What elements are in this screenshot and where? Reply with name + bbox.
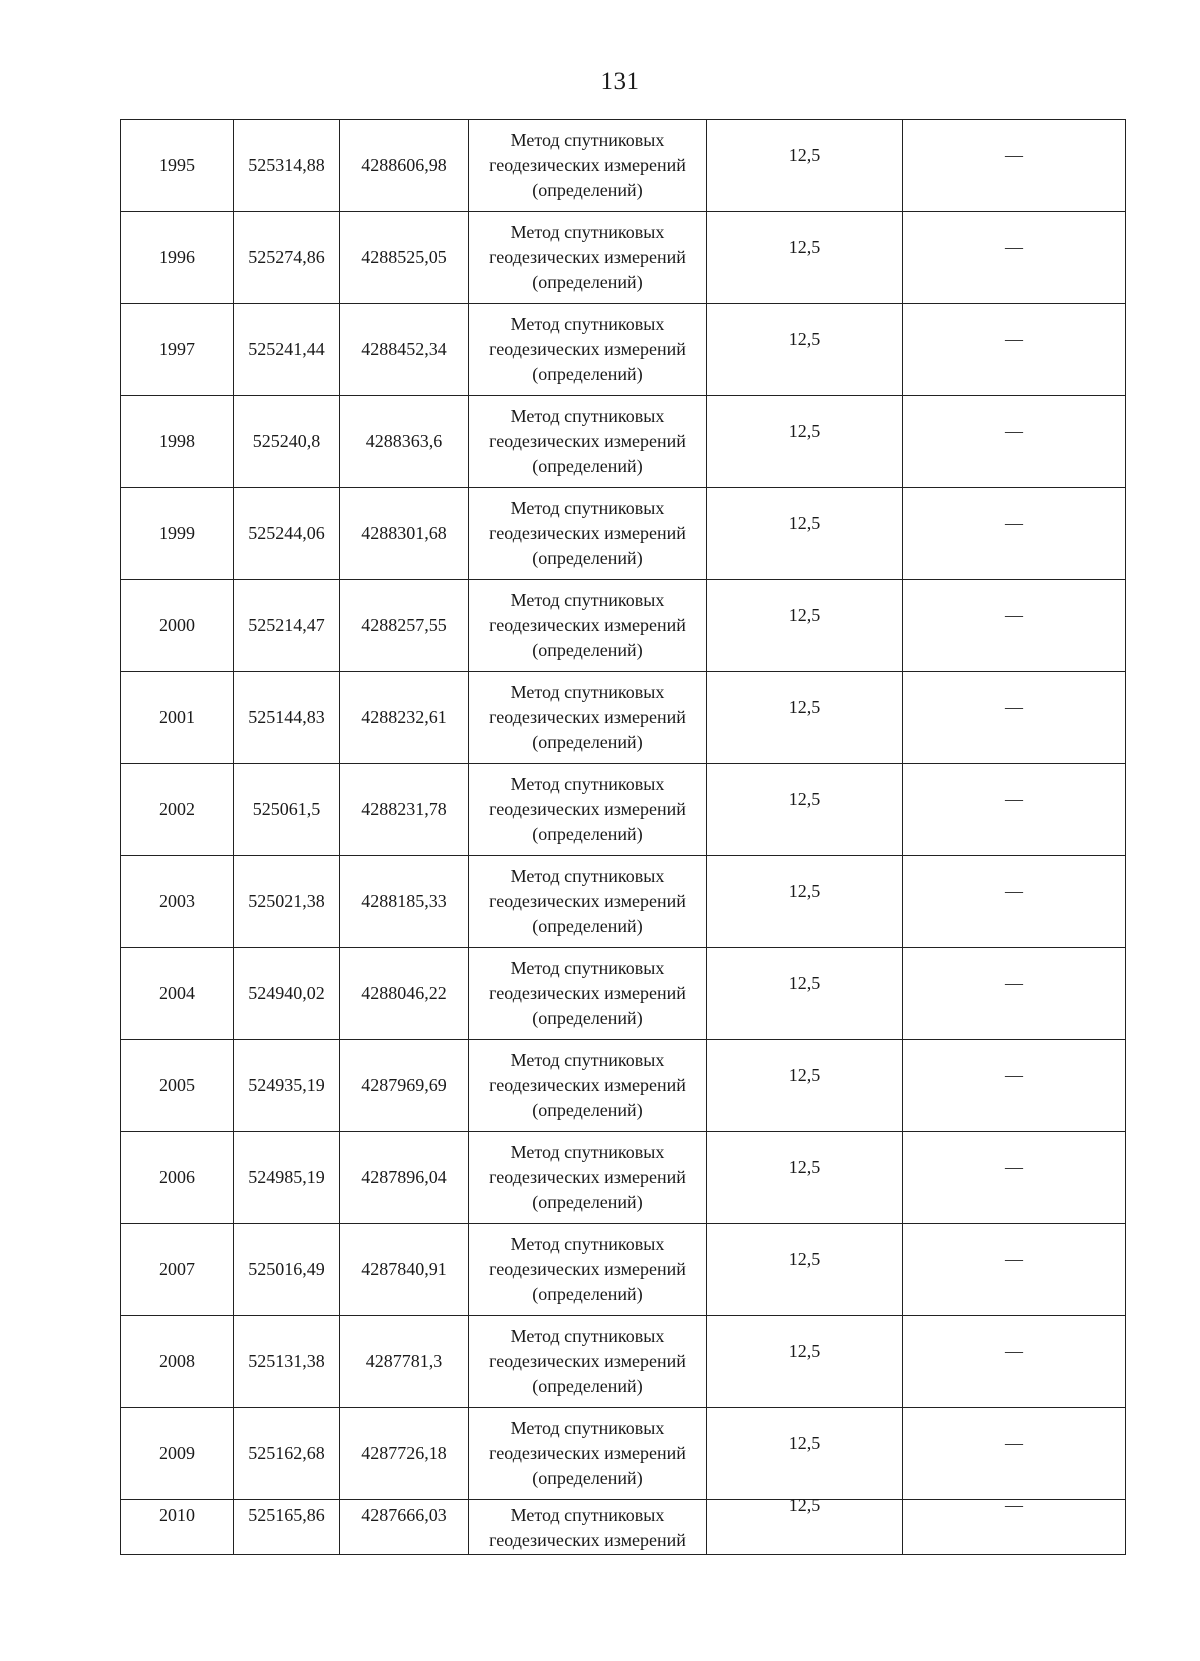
table-row [121, 1224, 1126, 1316]
y-coordinate-cell: 4288185,33 [340, 856, 469, 948]
method-line: геодезических измерений [489, 1530, 686, 1550]
x-coordinate-cell: 525214,47 [234, 580, 340, 672]
method-cell [469, 1224, 707, 1316]
description-cell [903, 1224, 1126, 1316]
description-cell [903, 1316, 1126, 1408]
x-coordinate-cell: 524985,19 [234, 1132, 340, 1224]
method-cell [469, 580, 707, 672]
method-line: геодезических измерений [489, 707, 686, 727]
description-cell [903, 672, 1126, 764]
method-line: Метод спутниковых [510, 866, 665, 886]
accuracy-cell [707, 1408, 903, 1500]
method-line: геодезических измерений [489, 155, 686, 175]
point-number-cell: 2006 [121, 1132, 234, 1224]
method-line: (определений) [532, 916, 643, 936]
method-line: Метод спутниковых [510, 1505, 665, 1525]
table-row [121, 856, 1126, 948]
method-line: Метод спутниковых [510, 590, 665, 610]
description-cell [903, 488, 1126, 580]
method-cell [469, 1040, 707, 1132]
description-dash: — [1005, 513, 1023, 533]
accuracy-cell [707, 948, 903, 1040]
method-cell [469, 396, 707, 488]
accuracy-value: 12,5 [788, 1249, 821, 1269]
accuracy-cell [707, 1316, 903, 1408]
method-line: (определений) [532, 180, 643, 200]
x-coordinate-cell: 525274,86 [234, 212, 340, 304]
y-coordinate-cell: 4288452,34 [340, 304, 469, 396]
method-line: (определений) [532, 364, 643, 384]
description-cell [903, 1408, 1126, 1500]
method-line: Метод спутниковых [510, 406, 665, 426]
description-cell [903, 1495, 1126, 1555]
y-coordinate-cell: 4287840,91 [340, 1224, 469, 1316]
table-row [121, 580, 1126, 672]
point-number-cell: 1997 [121, 304, 234, 396]
accuracy-cell [707, 212, 903, 304]
method-line: (определений) [532, 548, 643, 568]
method-line: геодезических измерений [489, 1443, 686, 1463]
method-line: Метод спутниковых [510, 130, 665, 150]
point-number-cell: 2009 [121, 1408, 234, 1500]
point-number-cell: 1995 [121, 120, 234, 212]
description-dash: — [1005, 1495, 1023, 1515]
accuracy-value: 12,5 [788, 605, 821, 625]
method-line: Метод спутниковых [510, 498, 665, 518]
x-coordinate-cell: 525240,8 [234, 396, 340, 488]
method-line: геодезических измерений [489, 891, 686, 911]
x-coordinate-cell: 524935,19 [234, 1040, 340, 1132]
method-line: Метод спутниковых [510, 1050, 665, 1070]
point-number-cell: 2010 [121, 1500, 234, 1555]
table-body [121, 120, 1126, 1555]
description-cell [903, 1040, 1126, 1132]
point-number-cell: 2008 [121, 1316, 234, 1408]
description-dash: — [1005, 329, 1023, 349]
point-number-cell: 2007 [121, 1224, 234, 1316]
y-coordinate-cell: 4287896,04 [340, 1132, 469, 1224]
method-line: (определений) [532, 1192, 643, 1212]
accuracy-value: 12,5 [788, 1341, 821, 1361]
accuracy-cell [707, 1132, 903, 1224]
point-number-cell: 2003 [121, 856, 234, 948]
method-line: геодезических измерений [489, 1167, 686, 1187]
y-coordinate-cell: 4287726,18 [340, 1408, 469, 1500]
method-cell [469, 1316, 707, 1408]
x-coordinate-cell: 525021,38 [234, 856, 340, 948]
description-cell [903, 764, 1126, 856]
table-row [121, 1040, 1126, 1132]
accuracy-value: 12,5 [788, 421, 821, 441]
table-row [121, 764, 1126, 856]
accuracy-value: 12,5 [788, 881, 821, 901]
table-row [121, 672, 1126, 764]
method-line: (определений) [532, 1284, 643, 1304]
y-coordinate-cell: 4287781,3 [340, 1316, 469, 1408]
method-cell [469, 1408, 707, 1500]
method-line: (определений) [532, 1100, 643, 1120]
y-coordinate-cell: 4287666,03 [340, 1500, 469, 1555]
table-row [121, 1408, 1126, 1500]
description-cell [903, 120, 1126, 212]
method-line: геодезических измерений [489, 1259, 686, 1279]
accuracy-cell [707, 856, 903, 948]
y-coordinate-cell: 4288525,05 [340, 212, 469, 304]
x-coordinate-cell: 525241,44 [234, 304, 340, 396]
method-cell [469, 212, 707, 304]
method-line: Метод спутниковых [510, 222, 665, 242]
method-cell [469, 488, 707, 580]
table-row [121, 1316, 1126, 1408]
coordinates-table [120, 119, 1126, 1555]
method-line: (определений) [532, 1008, 643, 1028]
method-line: (определений) [532, 1468, 643, 1488]
accuracy-value: 12,5 [788, 145, 821, 165]
description-dash: — [1005, 789, 1023, 809]
accuracy-value: 12,5 [788, 237, 821, 257]
point-number-cell: 2005 [121, 1040, 234, 1132]
y-coordinate-cell: 4288301,68 [340, 488, 469, 580]
method-line: геодезических измерений [489, 615, 686, 635]
description-cell [903, 580, 1126, 672]
table-row [121, 488, 1126, 580]
description-dash: — [1005, 1157, 1023, 1177]
y-coordinate-cell: 4288257,55 [340, 580, 469, 672]
x-coordinate-cell: 525061,5 [234, 764, 340, 856]
table-row [121, 396, 1126, 488]
point-number-cell: 1999 [121, 488, 234, 580]
table-row [121, 1132, 1126, 1224]
method-line: (определений) [532, 640, 643, 660]
accuracy-value: 12,5 [788, 1065, 821, 1085]
method-line: Метод спутниковых [510, 1234, 665, 1254]
method-line: геодезических измерений [489, 1075, 686, 1095]
method-cell [469, 672, 707, 764]
x-coordinate-cell: 525162,68 [234, 1408, 340, 1500]
y-coordinate-cell: 4288606,98 [340, 120, 469, 212]
accuracy-cell [707, 672, 903, 764]
x-coordinate-cell: 525131,38 [234, 1316, 340, 1408]
point-number-cell: 2001 [121, 672, 234, 764]
method-line: (определений) [532, 824, 643, 844]
method-line: геодезических измерений [489, 339, 686, 359]
table-row [121, 948, 1126, 1040]
point-number-cell: 2000 [121, 580, 234, 672]
accuracy-value: 12,5 [788, 1433, 821, 1453]
method-cell [469, 1500, 707, 1555]
method-line: Метод спутниковых [510, 958, 665, 978]
accuracy-cell [707, 488, 903, 580]
description-dash: — [1005, 1065, 1023, 1085]
page-number: 131 [600, 68, 640, 95]
accuracy-value: 12,5 [788, 697, 821, 717]
method-cell [469, 856, 707, 948]
method-line: Метод спутниковых [510, 1418, 665, 1438]
method-line: Метод спутниковых [510, 1326, 665, 1346]
method-line: геодезических измерений [489, 1351, 686, 1371]
accuracy-value: 12,5 [788, 1495, 821, 1515]
method-line: Метод спутниковых [510, 1142, 665, 1162]
description-dash: — [1005, 421, 1023, 441]
method-line: геодезических измерений [489, 431, 686, 451]
method-cell [469, 120, 707, 212]
method-line: геодезических измерений [489, 523, 686, 543]
y-coordinate-cell: 4287969,69 [340, 1040, 469, 1132]
description-cell [903, 212, 1126, 304]
accuracy-cell [707, 304, 903, 396]
description-cell [903, 396, 1126, 488]
point-number-cell: 2004 [121, 948, 234, 1040]
point-number-cell: 1998 [121, 396, 234, 488]
table-row [121, 120, 1126, 212]
accuracy-cell [707, 764, 903, 856]
method-line: Метод спутниковых [510, 774, 665, 794]
method-line: (определений) [532, 272, 643, 292]
x-coordinate-cell: 525016,49 [234, 1224, 340, 1316]
x-coordinate-cell: 525314,88 [234, 120, 340, 212]
description-dash: — [1005, 605, 1023, 625]
description-cell [903, 1132, 1126, 1224]
description-cell [903, 948, 1126, 1040]
accuracy-value: 12,5 [788, 1157, 821, 1177]
method-cell [469, 1132, 707, 1224]
method-line: геодезических измерений [489, 247, 686, 267]
y-coordinate-cell: 4288231,78 [340, 764, 469, 856]
description-dash: — [1005, 697, 1023, 717]
point-number-cell: 2002 [121, 764, 234, 856]
description-dash: — [1005, 1249, 1023, 1269]
method-cell [469, 764, 707, 856]
description-dash: — [1005, 237, 1023, 257]
accuracy-cell [707, 396, 903, 488]
x-coordinate-cell: 525144,83 [234, 672, 340, 764]
x-coordinate-cell: 524940,02 [234, 948, 340, 1040]
point-number-cell: 1996 [121, 212, 234, 304]
description-dash: — [1005, 973, 1023, 993]
accuracy-value: 12,5 [788, 973, 821, 993]
accuracy-value: 12,5 [788, 329, 821, 349]
method-line: (определений) [532, 456, 643, 476]
method-line: Метод спутниковых [510, 314, 665, 334]
method-line: (определений) [532, 732, 643, 752]
table-row [121, 212, 1126, 304]
accuracy-value: 12,5 [788, 513, 821, 533]
table-row [121, 304, 1126, 396]
accuracy-cell [707, 580, 903, 672]
method-cell [469, 304, 707, 396]
x-coordinate-cell: 525165,86 [234, 1500, 340, 1555]
description-cell [903, 856, 1126, 948]
method-cell [469, 948, 707, 1040]
description-cell [903, 304, 1126, 396]
method-line: геодезических измерений [489, 799, 686, 819]
x-coordinate-cell: 525244,06 [234, 488, 340, 580]
description-dash: — [1005, 1341, 1023, 1361]
table-row [121, 1500, 1126, 1555]
method-line: геодезических измерений [489, 983, 686, 1003]
accuracy-cell [707, 120, 903, 212]
method-line: Метод спутниковых [510, 682, 665, 702]
accuracy-cell [707, 1495, 903, 1555]
accuracy-cell [707, 1224, 903, 1316]
description-dash: — [1005, 881, 1023, 901]
accuracy-cell [707, 1040, 903, 1132]
y-coordinate-cell: 4288232,61 [340, 672, 469, 764]
method-line: (определений) [532, 1376, 643, 1396]
y-coordinate-cell: 4288363,6 [340, 396, 469, 488]
y-coordinate-cell: 4288046,22 [340, 948, 469, 1040]
accuracy-value: 12,5 [788, 789, 821, 809]
description-dash: — [1005, 145, 1023, 165]
description-dash: — [1005, 1433, 1023, 1453]
